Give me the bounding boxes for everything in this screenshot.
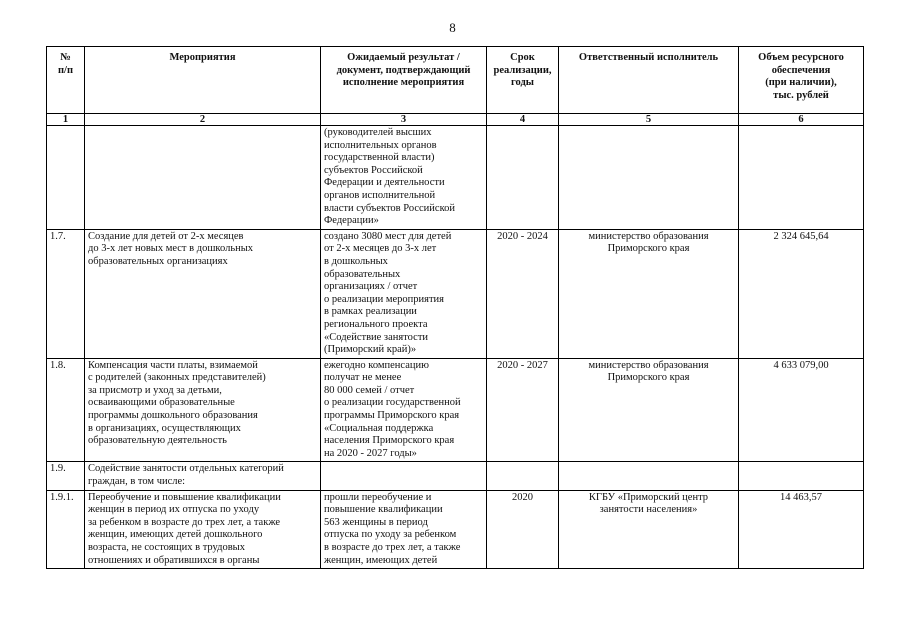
row-result: создано 3080 мест для детей от 2-х месяцев до 3-х лет в дошкольных образовательных организациях / отчет о реализации мероприятия в рамках реализации регионального проекта «Содействие занятости (Приморский край)» bbox=[321, 229, 487, 358]
measures-table bbox=[46, 46, 864, 569]
row-result: прошли переобучение и повышение квалификации 563 женщины в период отпуска по уходу за ребенком в возрасте до трех лет, а также женщин, имеющих детей bbox=[321, 490, 487, 569]
row-event: Создание для детей от 2-х месяцев до 3-х лет новых мест в дошкольных образовательных организациях bbox=[85, 229, 321, 358]
header-amount: Объем ресурсного обеспечения (при наличии), тыс. рублей bbox=[739, 47, 864, 114]
row-executor: КГБУ «Приморский центр занятости населения» bbox=[559, 490, 739, 569]
column-number: 1 bbox=[47, 114, 85, 126]
row-result: ежегодно компенсацию получат не менее 80 000 семей / отчет о реализации государственной программы Приморского края «Социальная поддержка населения Приморского края на 2020 - 2027 годы» bbox=[321, 358, 487, 462]
column-number: 6 bbox=[739, 114, 864, 126]
row-event: Компенсация части платы, взимаемой с родителей (законных представителей) за присмотр и уход за детьми, осваивающими образовательные программы дошкольного образования в организациях, осуществляющих образовательную деятельность bbox=[85, 358, 321, 462]
row-num: 1.9.1. bbox=[47, 490, 85, 569]
table-row bbox=[47, 490, 864, 569]
row-event: Переобучение и повышение квалификации женщин в период их отпуска по уходу за ребенком в возрасте до трех лет, а также женщин, имеющих детей дошкольного возраста, не состоящих в трудовых отношениях и обратившихся в органы bbox=[85, 490, 321, 569]
row-amount: 4 633 079,00 bbox=[739, 358, 864, 462]
row-num: 1.7. bbox=[47, 229, 85, 358]
table-row bbox=[47, 229, 864, 358]
row-result bbox=[321, 462, 487, 490]
header-num: № п/п bbox=[47, 47, 85, 114]
column-number: 4 bbox=[487, 114, 559, 126]
column-number: 5 bbox=[559, 114, 739, 126]
header-event: Мероприятия bbox=[85, 47, 321, 114]
table-row bbox=[47, 126, 864, 230]
row-num: 1.9. bbox=[47, 462, 85, 490]
row-num: 1.8. bbox=[47, 358, 85, 462]
header-executor: Ответственный исполнитель bbox=[559, 47, 739, 114]
row-amount: 2 324 645,64 bbox=[739, 229, 864, 358]
column-number: 2 bbox=[85, 114, 321, 126]
row-num bbox=[47, 126, 85, 230]
header-result: Ожидаемый результат / документ, подтверждающий исполнение мероприятия bbox=[321, 47, 487, 114]
row-amount bbox=[739, 126, 864, 230]
row-amount: 14 463,57 bbox=[739, 490, 864, 569]
row-executor bbox=[559, 462, 739, 490]
row-executor bbox=[559, 126, 739, 230]
table-row bbox=[47, 462, 864, 490]
row-event bbox=[85, 126, 321, 230]
column-number: 3 bbox=[321, 114, 487, 126]
page-number: 8 bbox=[449, 20, 456, 35]
row-term bbox=[487, 462, 559, 490]
row-executor: министерство образования Приморского края bbox=[559, 229, 739, 358]
row-term: 2020 - 2024 bbox=[487, 229, 559, 358]
row-result: (руководителей высших исполнительных органов государственной власти) субъектов Российской Федерации и деятельности органов исполнительной власти субъектов Российской Федерации» bbox=[321, 126, 487, 230]
row-term: 2020 bbox=[487, 490, 559, 569]
row-amount bbox=[739, 462, 864, 490]
row-term bbox=[487, 126, 559, 230]
column-number-row bbox=[47, 114, 864, 126]
table-row bbox=[47, 358, 864, 462]
header-row bbox=[47, 47, 864, 114]
header-term: Срок реализации, годы bbox=[487, 47, 559, 114]
row-event: Содействие занятости отдельных категорий граждан, в том числе: bbox=[85, 462, 321, 490]
row-term: 2020 - 2027 bbox=[487, 358, 559, 462]
row-executor: министерство образования Приморского края bbox=[559, 358, 739, 462]
